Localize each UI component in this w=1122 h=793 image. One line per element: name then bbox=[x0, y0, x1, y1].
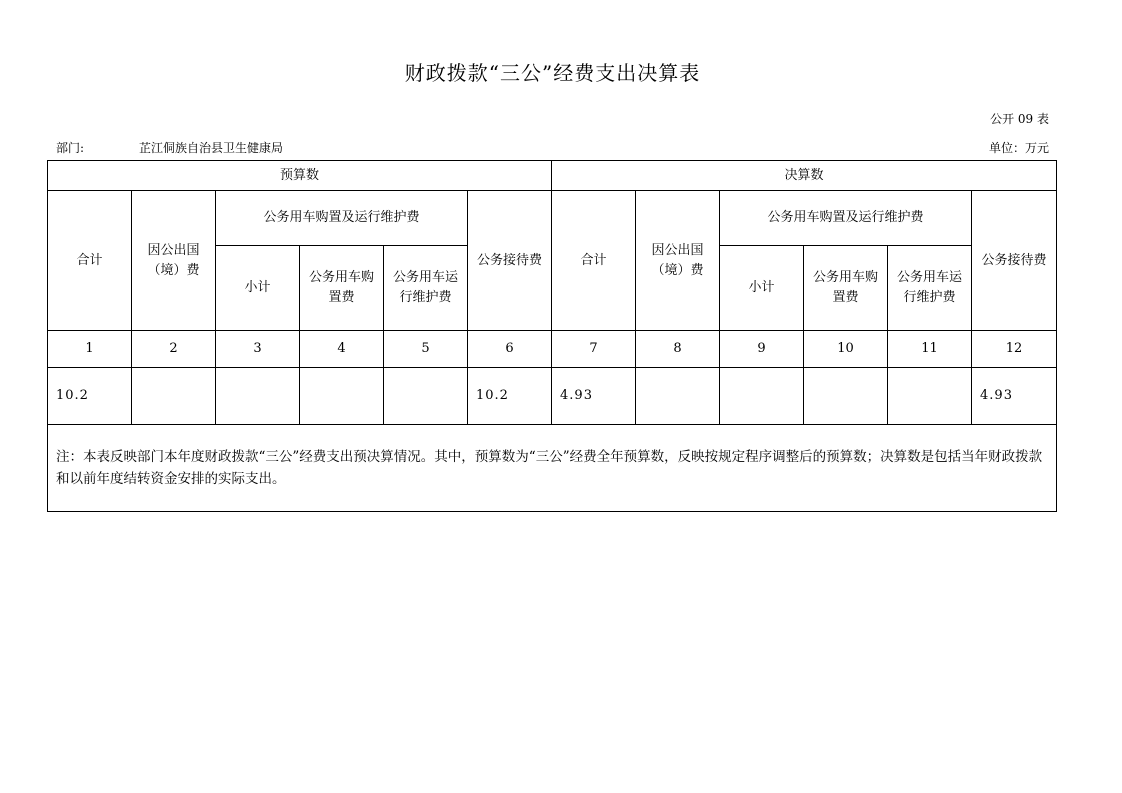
column-number: 8 bbox=[636, 331, 720, 368]
form-number: 公开 09 表 bbox=[990, 112, 1049, 126]
final-total-header: 合计 bbox=[552, 191, 636, 331]
column-number: 11 bbox=[888, 331, 972, 368]
final-reception-header: 公务接待费 bbox=[972, 191, 1057, 331]
budget-abroad-value bbox=[132, 368, 216, 425]
final-purchase-value bbox=[804, 368, 888, 425]
column-number: 2 bbox=[132, 331, 216, 368]
final-total-value: 4.93 bbox=[552, 368, 636, 425]
final-operation-value bbox=[888, 368, 972, 425]
final-subtotal-header: 小计 bbox=[720, 246, 804, 331]
budget-operation-value bbox=[384, 368, 468, 425]
final-reception-value: 4.93 bbox=[972, 368, 1057, 425]
expenditure-table bbox=[47, 160, 1057, 512]
budget-purchase-header: 公务用车购置费 bbox=[300, 246, 384, 331]
value-row bbox=[48, 368, 1057, 425]
column-number: 12 bbox=[972, 331, 1057, 368]
column-number: 4 bbox=[300, 331, 384, 368]
column-number: 10 bbox=[804, 331, 888, 368]
final-abroad-header: 因公出国（境）费 bbox=[636, 191, 720, 331]
final-header: 决算数 bbox=[552, 161, 1057, 191]
column-number: 3 bbox=[216, 331, 300, 368]
final-purchase-header: 公务用车购置费 bbox=[804, 246, 888, 331]
note-row bbox=[48, 425, 1057, 512]
column-number: 7 bbox=[552, 331, 636, 368]
column-number: 9 bbox=[720, 331, 804, 368]
final-operation-header: 公务用车运行维护费 bbox=[888, 246, 972, 331]
column-number: 6 bbox=[468, 331, 552, 368]
budget-purchase-value bbox=[300, 368, 384, 425]
column-number-row bbox=[48, 331, 1057, 368]
column-number: 5 bbox=[384, 331, 468, 368]
department-label: 部门: bbox=[56, 141, 85, 155]
budget-reception-header: 公务接待费 bbox=[468, 191, 552, 331]
header-row-2 bbox=[48, 191, 1057, 246]
budget-reception-value: 10.2 bbox=[468, 368, 552, 425]
budget-total-header: 合计 bbox=[48, 191, 132, 331]
budget-vehicle-header: 公务用车购置及运行维护费 bbox=[216, 191, 468, 246]
page-title: 财政拨款“三公”经费支出决算表 bbox=[404, 61, 701, 85]
budget-header: 预算数 bbox=[48, 161, 552, 191]
budget-subtotal-header: 小计 bbox=[216, 246, 300, 331]
final-vehicle-header: 公务用车购置及运行维护费 bbox=[720, 191, 972, 246]
department-name: 芷江侗族自治县卫生健康局 bbox=[139, 141, 284, 155]
header-row-1 bbox=[48, 161, 1057, 191]
budget-abroad-header: 因公出国（境）费 bbox=[132, 191, 216, 331]
budget-subtotal-value bbox=[216, 368, 300, 425]
column-number: 1 bbox=[48, 331, 132, 368]
final-subtotal-value bbox=[720, 368, 804, 425]
table-note: 注：本表反映部门本年度财政拨款“三公”经费支出预决算情况。其中，预算数为“三公”经费全年预算数，反映按规定程序调整后的预算数；决算数是包括当年财政拨款和以前年度结转资金安排的实际支出。 bbox=[48, 425, 1057, 512]
budget-operation-header: 公务用车运行维护费 bbox=[384, 246, 468, 331]
final-abroad-value bbox=[636, 368, 720, 425]
unit-label: 单位：万元 bbox=[988, 141, 1049, 155]
budget-total-value: 10.2 bbox=[48, 368, 132, 425]
